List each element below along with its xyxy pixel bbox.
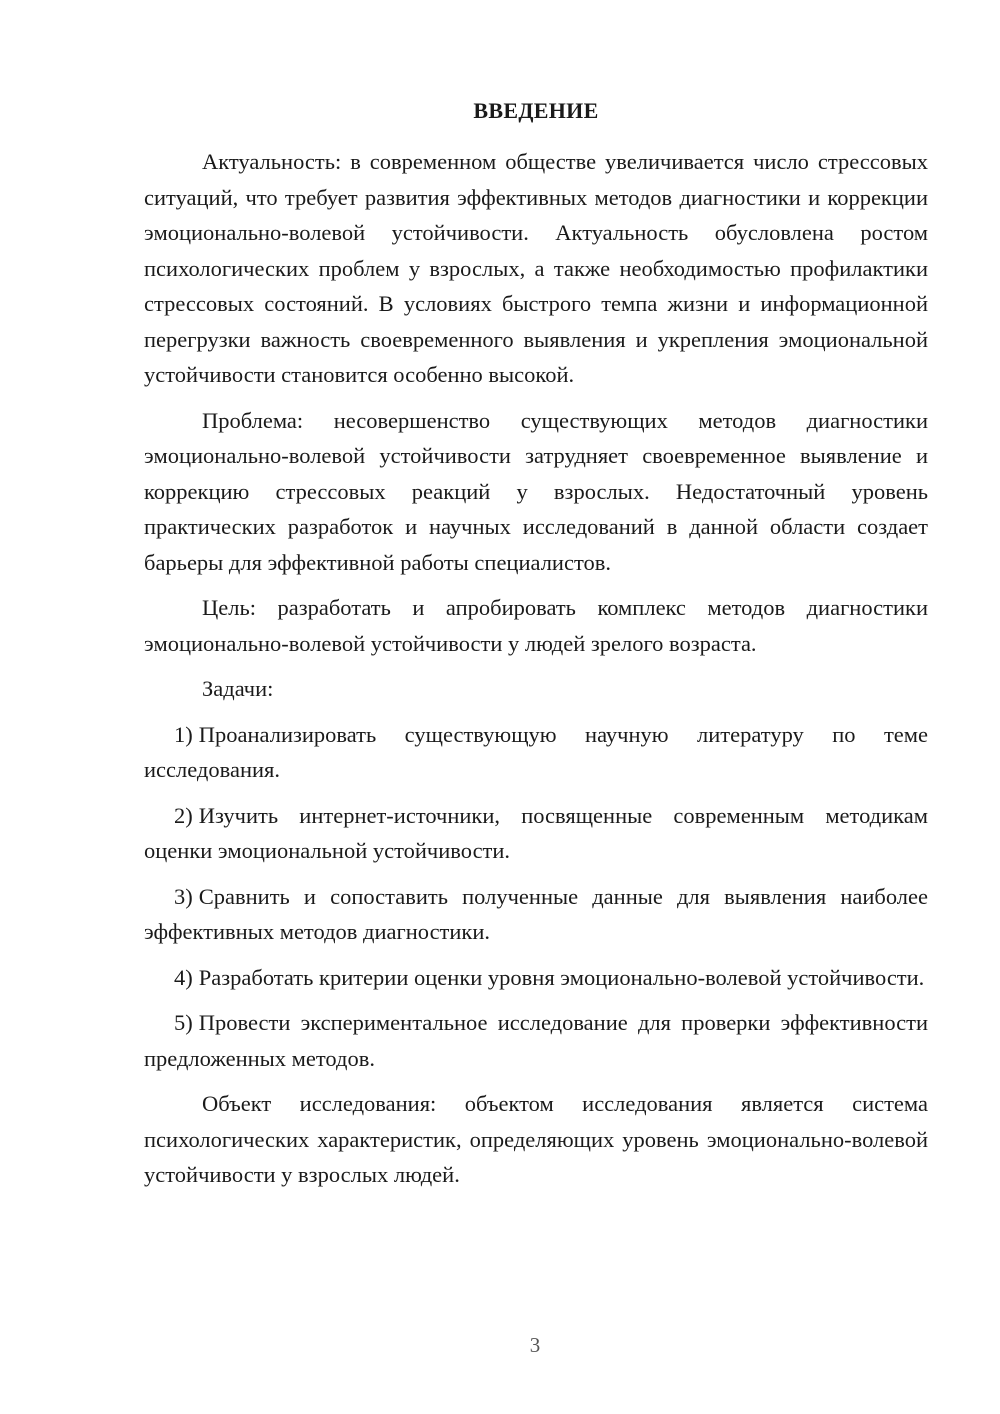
tasks-list bbox=[144, 717, 928, 1077]
object-paragraph: Объект исследования: объектом исследования является система психологических характеристик, определяющих уровень эмоционально-волевой устойчивости у взрослых людей. bbox=[144, 1091, 928, 1187]
task-item bbox=[144, 960, 928, 996]
task-number: 1) bbox=[174, 721, 193, 747]
tasks-label: Задачи: bbox=[202, 676, 274, 701]
task-number: 3) bbox=[174, 883, 193, 909]
task-item bbox=[144, 717, 928, 788]
task-text: Провести экспериментальное исследование для проверки эффективности предложенных методов. bbox=[144, 1010, 928, 1071]
page-number: 3 bbox=[529, 1333, 541, 1357]
task-number: 4) bbox=[174, 964, 193, 990]
problem-paragraph: Проблема: несовершенство существующих методов диагностики эмоционально-волевой устойчивости затрудняет своевременное выявление и коррекцию стрессовых реакций у взрослых. Недостаточный уровень практических разработок и научных исследований в данной области создает барьеры для эффективной работы специалистов. bbox=[144, 407, 928, 575]
task-item bbox=[144, 798, 928, 869]
section-title: ВВЕДЕНИЕ bbox=[473, 98, 599, 123]
task-item bbox=[144, 1005, 928, 1076]
task-number: 2) bbox=[174, 802, 193, 828]
task-text: Разработать критерии оценки уровня эмоционально-волевой устойчивости. bbox=[198, 964, 925, 990]
task-text: Изучить интернет-источники, посвященные современным методикам оценки эмоциональной устойчивости. bbox=[144, 802, 928, 863]
task-text: Сравнить и сопоставить полученные данные для выявления наиболее эффективных методов диагностики. bbox=[144, 883, 928, 944]
relevance-paragraph: Актуальность: в современном обществе увеличивается число стрессовых ситуаций, что требует развития эффективных методов диагностики и коррекции эмоционально-волевой устойчивости. Актуальность обусловлена ростом психологических проблем у взрослых, а также необходимостью профилактики стрессовых состояний. В условиях быстрого темпа жизни и информационной перегрузки важность своевременного выявления и укрепления эмоциональной устойчивости становится особенно высокой. bbox=[144, 149, 928, 387]
task-number: 5) bbox=[174, 1010, 193, 1035]
page-content bbox=[144, 96, 928, 1203]
task-item bbox=[144, 879, 928, 950]
task-text: Проанализировать существующую научную литературу по теме исследования. bbox=[144, 721, 928, 782]
goal-paragraph: Цель: разработать и апробировать комплекс методов диагностики эмоционально-волевой устойчивости у людей зрелого возраста. bbox=[144, 595, 928, 656]
